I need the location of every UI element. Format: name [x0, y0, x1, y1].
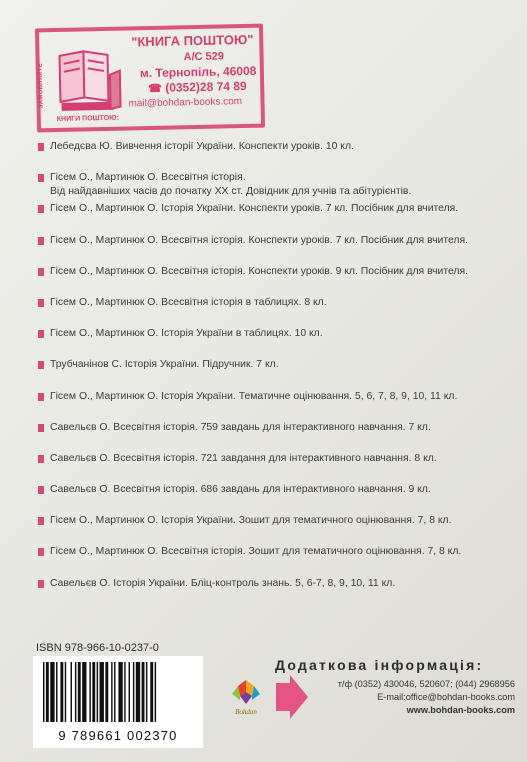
book-title-line: Гісем О., Мартинюк О. Історія України в таблицях. 10 кл. — [50, 328, 323, 340]
book-title-line: Савельєв О. Всесвітня історія. 759 завдань для інтерактивного навчання. 7 кл. — [50, 421, 431, 433]
bullet-marker — [38, 486, 44, 494]
barcode-bar — [118, 662, 122, 722]
barcode-bar — [65, 662, 66, 722]
stamp-email: mail@bohdan-books.com — [128, 96, 243, 110]
bullet-marker — [38, 268, 44, 276]
barcode-bar — [78, 662, 81, 722]
barcode-bar — [129, 662, 130, 722]
bullet-marker — [38, 393, 44, 401]
barcode-number: 9 789661 002370 — [58, 728, 178, 743]
book-list-item — [38, 265, 518, 296]
barcode-bar — [105, 662, 108, 722]
book-list-item — [38, 171, 518, 202]
bullet-marker — [38, 424, 44, 432]
book-title-line: Савельєв О. Історія України. Бліц-контроль знань. 5, 6-7, 8, 9, 10, 11 кл. — [50, 577, 396, 589]
bullet-marker — [38, 580, 44, 588]
bullet-marker — [38, 330, 44, 338]
stamp-city: м. Тернопіль, 46008 — [139, 63, 257, 81]
bullet-marker — [38, 455, 44, 463]
book-title-line: Гісем О., Мартинюк О. Всесвітня історія. Конспекти уроків. 7 кл. Посібник для вчителя. — [50, 234, 468, 246]
barcode-bar — [155, 662, 156, 722]
barcode-bar — [111, 662, 112, 722]
book-title-line: Гісем О., Мартинюк О. Всесвітня історія в таблицях. 8 кл. — [50, 296, 327, 308]
book-list-item — [38, 390, 518, 421]
barcode-bar — [114, 662, 115, 722]
barcode-bar — [60, 662, 63, 722]
book-list — [38, 140, 518, 608]
stamp-name: "КНИГА ПОШТОЮ" — [131, 31, 254, 50]
barcode-bar — [150, 662, 153, 722]
stamp-phone-number: (0352)28 74 89 — [165, 78, 247, 95]
stamp-po-box: А/С 529 — [183, 50, 225, 64]
book-title-line: Гісем О., Мартинюк О. Всесвітня історія. Конспекти уроків. 9 кл. Посібник для вчителя. — [50, 265, 468, 277]
bullet-marker — [38, 205, 44, 213]
isbn-label: ISBN 978-966-10-0237-0 — [36, 642, 159, 654]
book-list-item — [38, 327, 518, 358]
bullet-marker — [38, 517, 44, 525]
contact-info — [315, 678, 515, 717]
barcode-bar — [124, 662, 125, 722]
barcode-bar — [46, 662, 49, 722]
book-title-line: Гісем О., Мартинюк О. Історія України. Конспекти уроків. 7 кл. Посібник для вчителя. — [50, 203, 459, 215]
barcode-bar — [97, 662, 98, 722]
book-title-line: Гісем О., Мартинюк О. Всесвітня історія. Зошит для тематичного оцінювання. 7, 8 кл. — [50, 546, 462, 558]
contact-email: E-mail:office@bohdan-books.com — [377, 692, 515, 702]
additional-info-title: Додаткова інформація: — [275, 657, 484, 673]
publisher-logo-text: Bohdan — [235, 708, 257, 716]
book-list-item — [38, 514, 518, 545]
arrow-icon — [274, 675, 310, 727]
barcode-bar — [100, 662, 104, 722]
barcode — [33, 656, 203, 748]
book-list-item — [38, 483, 518, 514]
books-icon — [53, 45, 126, 114]
book-list-item — [38, 452, 518, 483]
book-title-line: Савельєв О. Всесвітня історія. 721 завдання для інтерактивного навчання. 8 кл. — [50, 452, 437, 464]
book-title-line: Гісем О., Мартинюк О. Всесвітня історія. — [50, 172, 246, 184]
book-title-line: Від найдавніших часів до початку XX ст. Довідник для учнів та абітурієнтів. — [50, 186, 412, 198]
publisher-logo — [226, 676, 266, 718]
book-list-item — [38, 296, 518, 327]
book-list-item — [38, 545, 518, 576]
barcode-bar — [146, 662, 147, 722]
bullet-marker — [38, 143, 44, 151]
bullet-marker — [38, 237, 44, 245]
book-list-item — [38, 421, 518, 452]
barcode-bar — [136, 662, 140, 722]
phone-icon: ☎ — [148, 82, 163, 96]
book-list-item — [38, 234, 518, 265]
book-list-item — [38, 202, 518, 233]
bullet-marker — [38, 548, 44, 556]
stamp-phone — [148, 79, 247, 95]
barcode-bar — [89, 662, 90, 722]
bullet-marker — [38, 299, 44, 307]
barcode-bar — [92, 662, 95, 722]
barcode-bar — [82, 662, 86, 722]
book-list-item — [38, 140, 518, 171]
bullet-marker — [38, 361, 44, 369]
book-list-item — [38, 358, 518, 389]
barcode-bar — [142, 662, 145, 722]
mail-order-stamp — [35, 24, 265, 133]
publisher-logo-mark — [232, 680, 260, 704]
barcode-bar — [75, 662, 76, 722]
book-title-line: Трубчанінов С. Історія України. Підручник. 7 кл. — [50, 359, 279, 371]
barcode-bar — [133, 662, 134, 722]
stamp-side-text: ЗАМОВЛЯЙТЕ — [37, 62, 45, 109]
bullet-marker — [38, 174, 44, 182]
barcode-bar — [43, 662, 44, 722]
book-list-item — [38, 577, 518, 608]
contact-website: www.bohdan-books.com — [406, 705, 515, 715]
book-title-line: Гісем О., Мартинюк О. Історія України. Тематичне оцінювання. 5, 6, 7, 8, 9, 10, 11 кл. — [50, 390, 458, 402]
book-title-line: Лебедєва Ю. Вивчення історії України. Конспекти уроків. 10 кл. — [50, 141, 354, 152]
barcode-bar — [50, 662, 54, 722]
book-title-line: Савельєв О. Всесвітня історія. 686 завдань для інтерактивного навчання. 9 кл. — [50, 484, 431, 496]
stamp-bottom-label: КНИГИ ПОШТОЮ: — [56, 114, 119, 123]
barcode-bars — [41, 662, 195, 726]
contact-phone: т/ф (0352) 430046, 520607; (044) 2968956 — [337, 679, 515, 689]
book-title-line: Гісем О., Мартинюк О. Історія України. Зошит для тематичного оцінювання. 7, 8 кл. — [50, 515, 452, 527]
barcode-bar — [56, 662, 57, 722]
barcode-bar — [71, 662, 72, 722]
